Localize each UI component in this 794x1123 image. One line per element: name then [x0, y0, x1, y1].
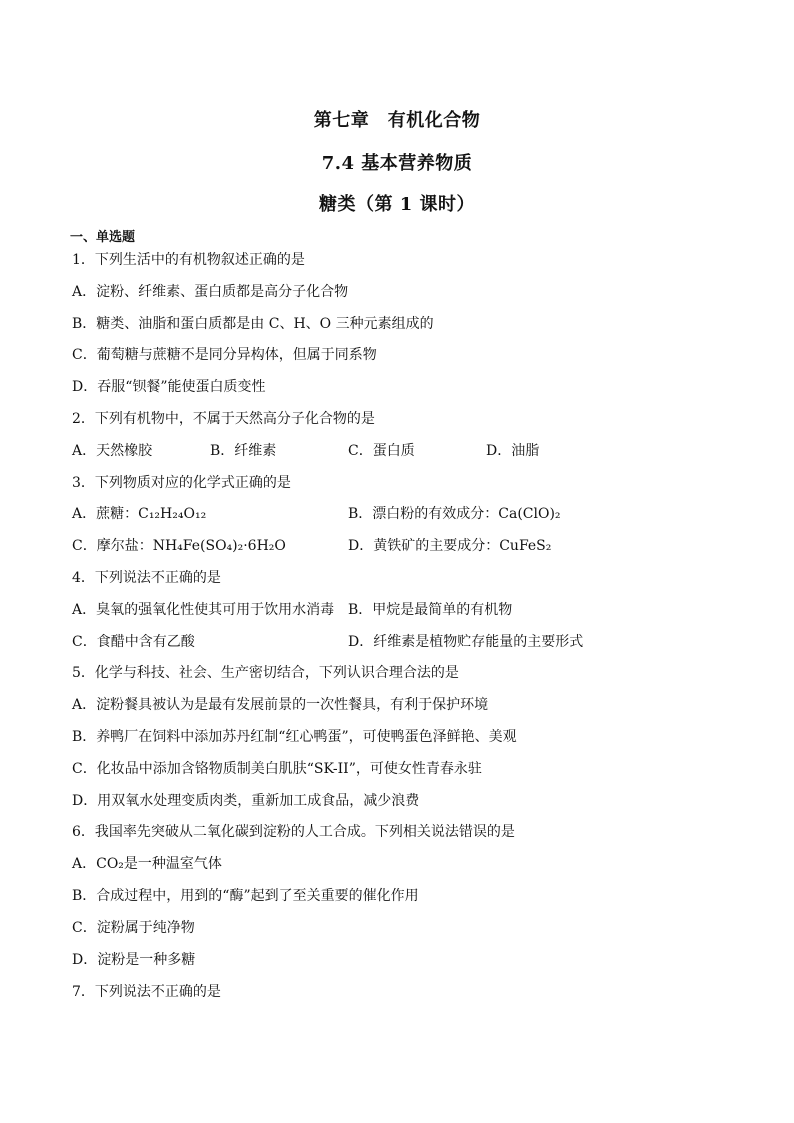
lesson-title: 糖类（第 1 课时）: [318, 194, 476, 215]
question-2-option-a: A．天然橡胶: [72, 443, 153, 459]
chapter-title: 第七章 有机化合物: [313, 110, 481, 131]
question-4-stem: 4．下列说法不正确的是: [72, 570, 221, 586]
question-1-stem: 1．下列生活中的有机物叙述正确的是: [72, 252, 305, 268]
question-4-option-a: A．臭氧的强氧化性使其可用于饮用水消毒: [72, 602, 335, 618]
section-heading: 一、单选题: [70, 230, 136, 245]
question-2-option-b: B．纤维素: [210, 443, 277, 459]
question-5-option-b: B．养鸭厂在饲料中添加苏丹红制“红心鸭蛋”，可使鸭蛋色泽鲜艳、美观: [72, 729, 517, 745]
question-4-option-c: C．食醋中含有乙酸: [72, 634, 195, 650]
question-1-option-b: B．糖类、油脂和蛋白质都是由 C、H、O 三种元素组成的: [72, 316, 434, 332]
question-1-option-a: A．淀粉、纤维素、蛋白质都是高分子化合物: [72, 284, 349, 300]
question-6-stem: 6．我国率先突破从二氧化碳到淀粉的人工合成。下列相关说法错误的是: [72, 824, 515, 840]
question-2-option-c: C．蛋白质: [348, 443, 415, 459]
question-3-option-d: D．黄铁矿的主要成分：CuFeS₂: [348, 538, 552, 554]
question-3-stem: 3．下列物质对应的化学式正确的是: [72, 475, 291, 491]
section-title: 7.4 基本营养物质: [321, 153, 473, 174]
question-7-stem: 7．下列说法不正确的是: [72, 984, 221, 1000]
question-1-option-d: D．吞服“钡餐”能使蛋白质变性: [72, 379, 266, 395]
question-5-option-c: C．化妆品中添加含铬物质制美白肌肤“SK-II”，可使女性青春永驻: [72, 761, 482, 777]
question-4-option-b: B．甲烷是最简单的有机物: [348, 602, 513, 618]
question-5-option-d: D．用双氧水处理变质肉类，重新加工成食品，减少浪费: [72, 793, 420, 809]
question-6-option-c: C．淀粉属于纯净物: [72, 920, 195, 936]
question-6-option-d: D．淀粉是一种多糖: [72, 952, 196, 968]
question-2-stem: 2．下列有机物中，不属于天然高分子化合物的是: [72, 411, 375, 427]
question-3-option-c: C．摩尔盐：NH₄Fe(SO₄)₂·6H₂O: [72, 538, 286, 554]
question-6-option-b: B．合成过程中，用到的“酶”起到了至关重要的催化作用: [72, 888, 419, 904]
question-6-option-a: A．CO₂是一种温室气体: [72, 856, 222, 872]
question-5-option-a: A．淀粉餐具被认为是最有发展前景的一次性餐具，有利于保护环境: [72, 697, 489, 713]
question-3-option-b: B．漂白粉的有效成分：Ca(ClO)₂: [348, 506, 561, 522]
question-1-option-c: C．葡萄糖与蔗糖不是同分异构体，但属于同系物: [72, 347, 377, 363]
question-5-stem: 5．化学与科技、社会、生产密切结合，下列认识合理合法的是: [72, 665, 459, 681]
question-2-option-d: D．油脂: [486, 443, 540, 459]
question-4-option-d: D．纤维素是植物贮存能量的主要形式: [348, 634, 584, 650]
question-3-option-a: A．蔗糖：C₁₂H₂₄O₁₂: [72, 506, 207, 522]
